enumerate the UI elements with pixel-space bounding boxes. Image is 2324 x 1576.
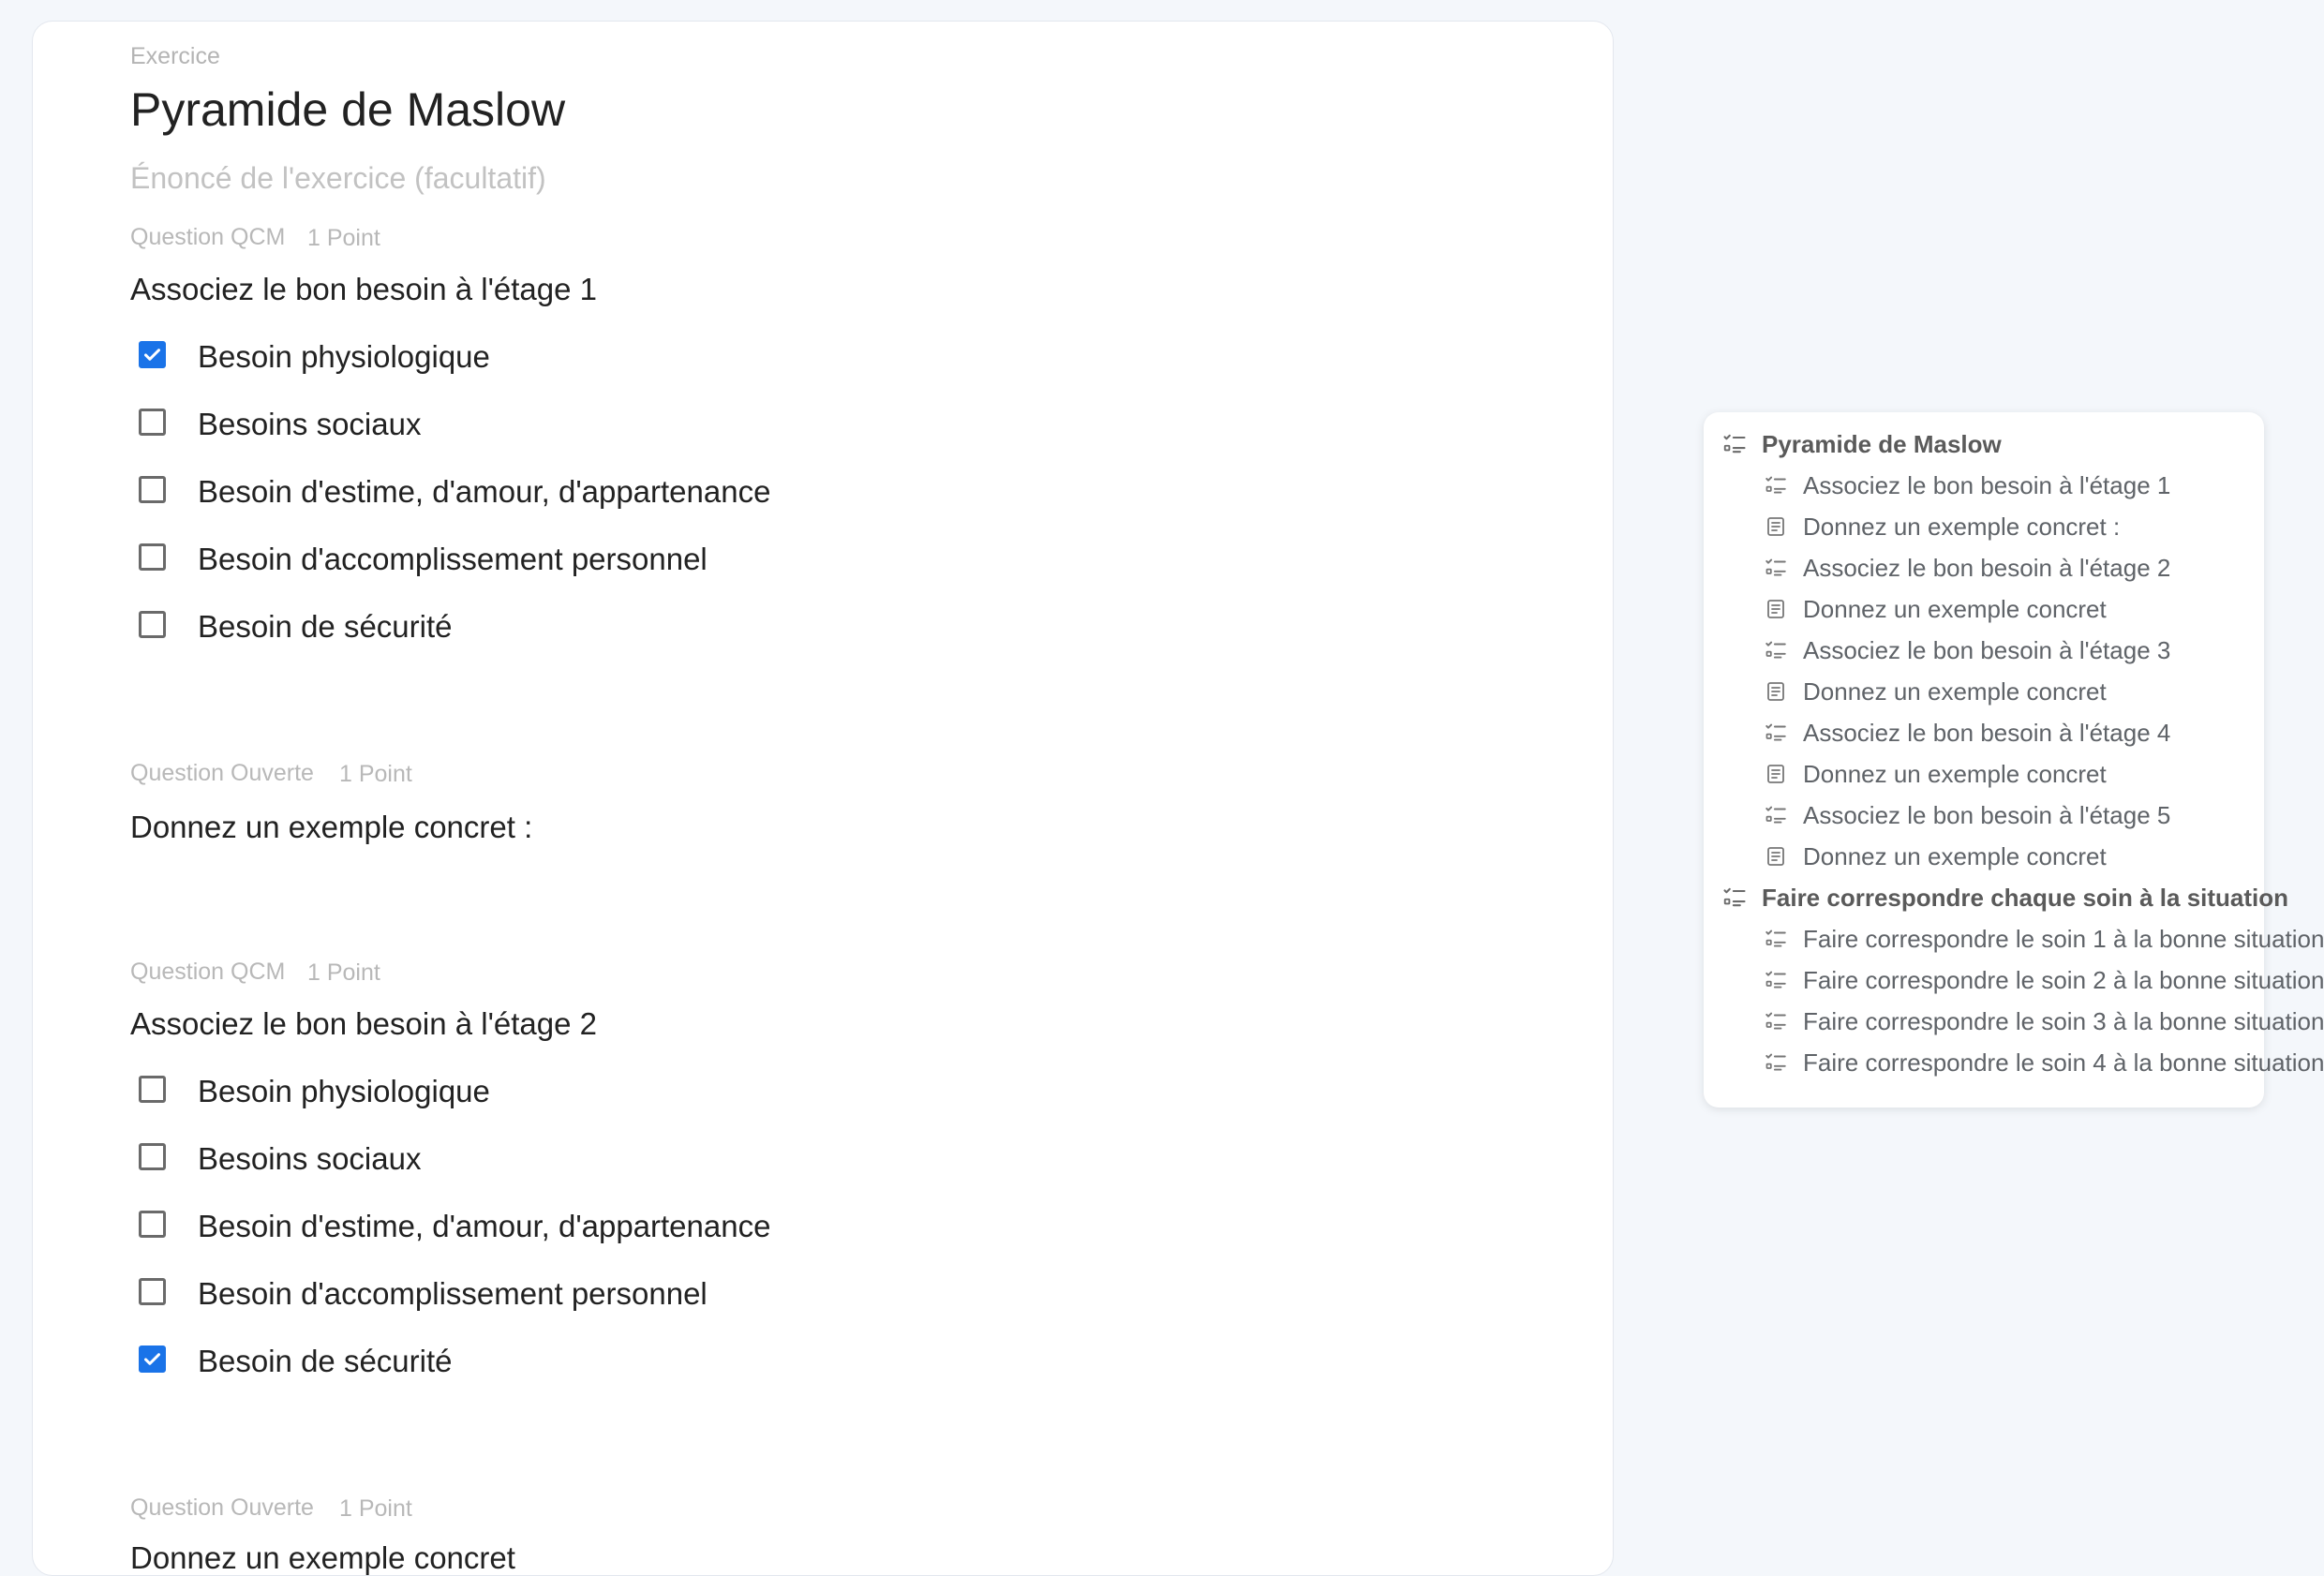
question-text[interactable]: Donnez un exemple concret <box>130 1540 515 1575</box>
toc-item-question[interactable] <box>1762 959 2324 1001</box>
toc-item-label: Donnez un exemple concret <box>1803 841 2107 870</box>
option-checkbox[interactable] <box>139 1076 166 1103</box>
option-label[interactable]: Besoin d'accomplissement personnel <box>198 542 708 576</box>
toc-item-question[interactable] <box>1762 918 2324 959</box>
document-icon <box>1762 513 1790 541</box>
checklist-icon <box>1762 554 1790 582</box>
option-label[interactable]: Besoin d'estime, d'amour, d'appartenance <box>198 1209 771 1243</box>
toc-item-question[interactable] <box>1762 753 2247 795</box>
toc-item-label: Faire correspondre le soin 2 à la bonne situation <box>1803 965 2324 994</box>
toc-item-label: Faire correspondre le soin 3 à la bonne situation <box>1803 1006 2324 1035</box>
exercise-editor-card <box>32 21 1614 1576</box>
document-icon <box>1762 760 1790 788</box>
checklist-icon <box>1762 636 1790 664</box>
toc-item-label: Pyramide de Maslow <box>1762 429 2002 458</box>
question-type: Question Ouverte <box>130 760 314 786</box>
question-points[interactable]: 1 Point <box>307 225 380 251</box>
option-checkbox[interactable] <box>139 409 166 436</box>
toc-item-label: Donnez un exemple concret <box>1803 676 2107 706</box>
option-label[interactable]: Besoin de sécurité <box>198 609 453 644</box>
option-label[interactable]: Besoin physiologique <box>198 1074 490 1108</box>
toc-item-question[interactable] <box>1762 1001 2324 1042</box>
option-checkbox[interactable] <box>139 476 166 503</box>
toc-item-label: Faire correspondre le soin 4 à la bonne situation <box>1803 1048 2324 1077</box>
option-checkbox[interactable] <box>139 543 166 571</box>
toc-item-question[interactable] <box>1762 506 2247 547</box>
exercise-label: Exercice <box>130 43 220 69</box>
question-type: Question QCM <box>130 224 286 250</box>
toc-item-question[interactable] <box>1762 630 2247 671</box>
toc-item-question[interactable] <box>1762 712 2247 753</box>
toc-item-label: Associez le bon besoin à l'étage 1 <box>1803 470 2171 499</box>
toc-item-exercise[interactable] <box>1721 424 2247 465</box>
option-checkbox[interactable] <box>139 1346 166 1373</box>
option-label[interactable]: Besoin de sécurité <box>198 1344 453 1378</box>
checklist-icon <box>1762 1048 1790 1077</box>
table-of-contents <box>1704 412 2324 1108</box>
option-checkbox[interactable] <box>139 1211 166 1238</box>
document-icon <box>1762 842 1790 870</box>
checklist-icon <box>1762 1007 1790 1035</box>
toc-item-label: Associez le bon besoin à l'étage 3 <box>1803 635 2171 664</box>
exercise-title[interactable]: Pyramide de Maslow <box>130 83 566 136</box>
checklist-icon <box>1721 884 1749 912</box>
question-type: Question QCM <box>130 959 286 985</box>
document-icon <box>1762 595 1790 623</box>
checklist-icon <box>1762 966 1790 994</box>
toc-item-label: Faire correspondre chaque soin à la situation <box>1762 883 2289 912</box>
question-text[interactable]: Associez le bon besoin à l'étage 2 <box>130 1006 597 1041</box>
toc-item-question[interactable] <box>1762 795 2247 836</box>
checkmark-icon <box>142 1349 162 1369</box>
toc-item-label: Associez le bon besoin à l'étage 5 <box>1803 800 2171 829</box>
toc-item-question[interactable] <box>1762 588 2247 630</box>
toc-item-label: Associez le bon besoin à l'étage 4 <box>1803 718 2171 747</box>
option-checkbox[interactable] <box>139 341 166 368</box>
toc-item-label: Donnez un exemple concret <box>1803 594 2107 623</box>
option-label[interactable]: Besoins sociaux <box>198 1141 422 1176</box>
question-points[interactable]: 1 Point <box>339 761 412 787</box>
question-text[interactable]: Associez le bon besoin à l'étage 1 <box>130 272 597 306</box>
checklist-icon <box>1762 471 1790 499</box>
checklist-icon <box>1762 719 1790 747</box>
document-icon <box>1762 677 1790 706</box>
question-type: Question Ouverte <box>130 1494 314 1521</box>
toc-item-question[interactable] <box>1762 1042 2324 1083</box>
toc-item-question[interactable] <box>1762 547 2247 588</box>
question-points[interactable]: 1 Point <box>339 1495 412 1522</box>
checklist-icon <box>1721 430 1749 458</box>
option-label[interactable]: Besoin d'accomplissement personnel <box>198 1276 708 1311</box>
toc-item-exercise[interactable] <box>1721 877 2289 918</box>
option-checkbox[interactable] <box>139 1143 166 1170</box>
toc-item-label: Donnez un exemple concret : <box>1803 512 2121 541</box>
option-checkbox[interactable] <box>139 611 166 638</box>
toc-item-question[interactable] <box>1762 671 2247 712</box>
question-text[interactable]: Donnez un exemple concret : <box>130 810 533 844</box>
option-checkbox[interactable] <box>139 1278 166 1305</box>
option-label[interactable]: Besoin d'estime, d'amour, d'appartenance <box>198 474 771 509</box>
checkmark-icon <box>142 345 162 364</box>
toc-item-label: Donnez un exemple concret <box>1803 759 2107 788</box>
checklist-icon <box>1762 801 1790 829</box>
exercise-statement-input[interactable]: Énoncé de l'exercice (facultatif) <box>130 161 546 195</box>
toc-item-label: Associez le bon besoin à l'étage 2 <box>1803 553 2171 582</box>
checklist-icon <box>1762 925 1790 953</box>
option-label[interactable]: Besoins sociaux <box>198 407 422 441</box>
option-label[interactable]: Besoin physiologique <box>198 339 490 374</box>
toc-item-question[interactable] <box>1762 465 2247 506</box>
toc-item-question[interactable] <box>1762 836 2247 877</box>
question-points[interactable]: 1 Point <box>307 959 380 986</box>
toc-item-label: Faire correspondre le soin 1 à la bonne situation <box>1803 924 2324 953</box>
